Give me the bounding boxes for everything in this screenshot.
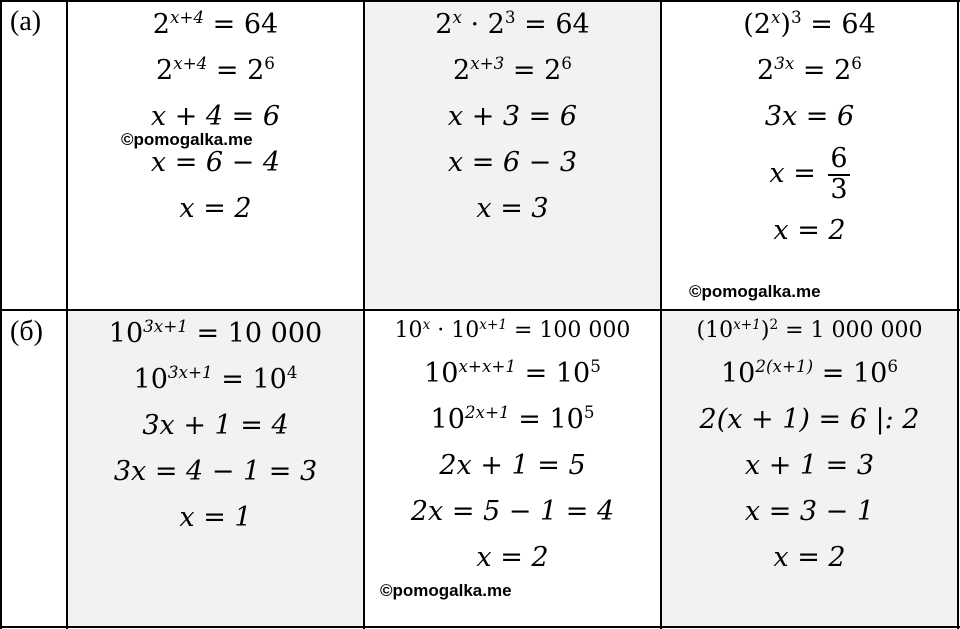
cell-a-2	[364, 2, 661, 309]
equation-line: 2x + 1 = 5	[439, 450, 586, 481]
equation-line: x = 2	[773, 542, 846, 573]
cell-b-2	[364, 311, 661, 626]
equation-line: x = 6 − 3	[447, 147, 578, 178]
equation-line: x + 1 = 3	[744, 450, 875, 481]
equation-line: x + 4 = 6	[150, 101, 281, 132]
cell-b-3	[661, 311, 958, 626]
equation-line: x = 3	[476, 193, 549, 224]
row-label-a: (а)	[10, 6, 42, 37]
fraction-line: x = $\frac{6}{3}$	[769, 143, 848, 205]
equation-line: x = 1	[179, 502, 252, 533]
equation-line: x = 6 − 4	[150, 147, 281, 178]
equation-line: $10^{3x+1} = 10$ 000	[108, 315, 323, 349]
equation-line: 3x = 6	[764, 101, 855, 132]
equation-line: x = 2	[476, 542, 549, 573]
equation-line: $2^x \cdot 2^3 = 64$	[435, 6, 590, 40]
equation-line: $10^{3x+1} = 10^4$	[133, 361, 298, 395]
equation-line: 2x = 5 − 1 = 4	[410, 496, 615, 527]
equation-line: x = 3 − 1	[744, 496, 875, 527]
cell-b-1	[67, 311, 364, 626]
cell-a-1	[67, 2, 364, 309]
equation-line: 3x = 4 − 1 = 3	[113, 456, 318, 487]
equation-line: 2(x + 1) = 6 |: 2	[699, 404, 920, 435]
equation-line: $10^{x+x+1} = 10^5$	[424, 355, 601, 389]
equation-line: $(2^x)^3 = 64$	[743, 6, 876, 40]
fraction: $\frac{6}{3}$	[830, 143, 848, 205]
equation-line: $10^{2x+1} = 10^5$	[430, 401, 595, 435]
equation-line: 3x + 1 = 4	[142, 410, 289, 441]
table-border-bottom	[0, 626, 960, 628]
cell-a-3	[661, 2, 958, 309]
equation-line: $10^x \cdot 10^{x+1} = 100$ 000	[394, 316, 631, 343]
equation-line: x = 2	[773, 215, 846, 246]
equation-line: $2^{x+4} = 2^6$	[156, 52, 275, 86]
equation-line: $2^{3x} = 2^6$	[757, 52, 862, 86]
row-label-b: (б)	[10, 316, 43, 347]
table-border-left	[0, 0, 2, 629]
equation-line: $2^{x+3} = 2^6$	[453, 52, 572, 86]
watermark-text: ©pomogalka.me	[380, 581, 512, 600]
watermark-text: ©pomogalka.me	[121, 130, 253, 149]
equation-line: $2^{x+4} = 64$	[152, 6, 279, 40]
equation-line: x + 3 = 6	[447, 101, 578, 132]
equation-line: x = 2	[179, 193, 252, 224]
equation-line: $10^{2(x+1)} = 10^6$	[721, 355, 898, 389]
watermark-text: ©pomogalka.me	[689, 282, 821, 301]
equation-line: $(10^{x+1})^2 = 1$ 000 000	[696, 316, 923, 343]
